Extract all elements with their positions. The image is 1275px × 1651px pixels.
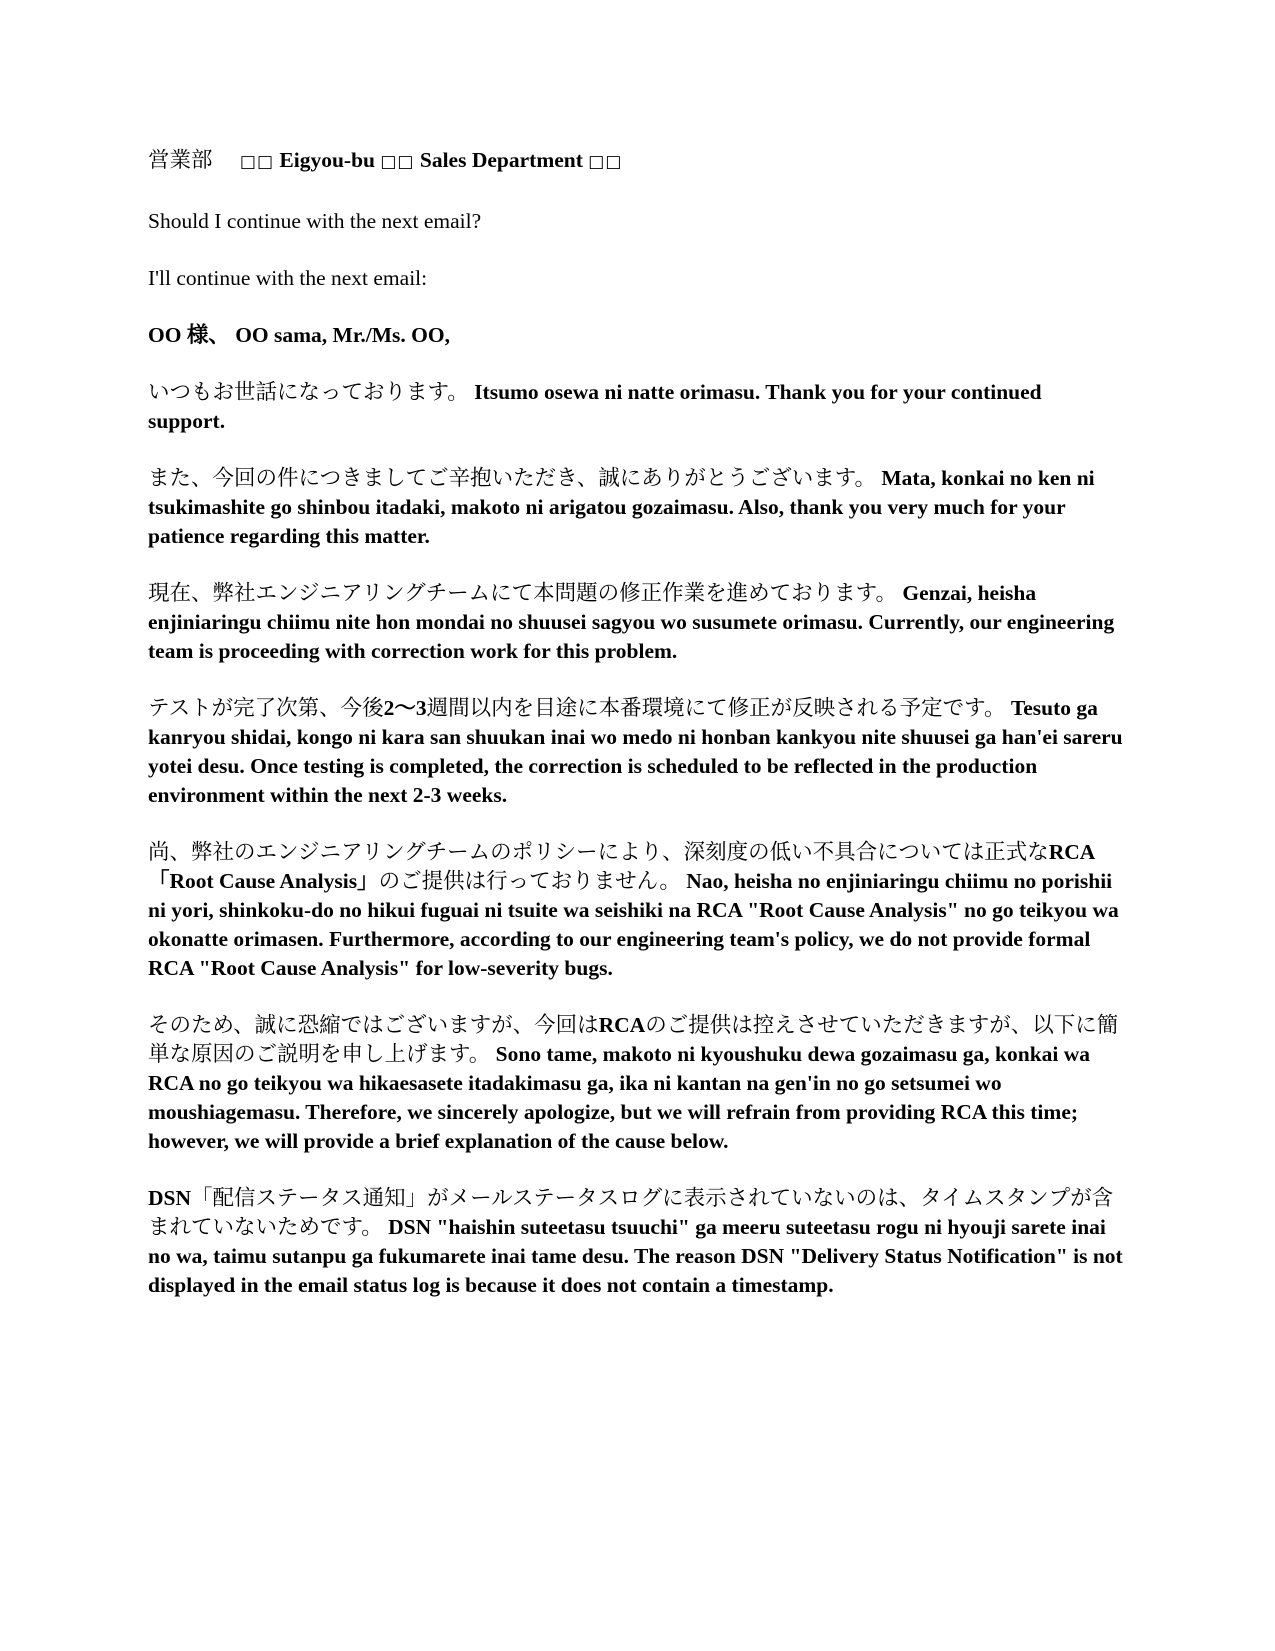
paragraph-6	[148, 1011, 1123, 1156]
heading-jp: 営業部	[148, 148, 213, 173]
greeting	[148, 321, 1123, 350]
department-heading	[148, 146, 1123, 177]
paragraph-jp: のご提供は行っておりません。	[378, 869, 681, 894]
document-page	[148, 146, 1123, 1328]
heading-romaji: Eigyou-bu	[279, 148, 375, 172]
paragraph-text: Mata, konkai no ken ni tsukimashite go shinbou itadaki, makoto ni arigatou gozaimasu. Also, thank you very much for your patience regarding this matter.	[148, 466, 1095, 548]
paragraph-4	[148, 694, 1123, 810]
paragraph-jp: 「配信ステータス通知」がメールステータスログに表示されていないのは、タイムスタンプが含まれていないためです。	[148, 1186, 1114, 1240]
placeholder-boxes: □□	[380, 152, 415, 172]
paragraph-text: Tesuto ga kanryou shidai, kongo ni kara san shuukan inai wo medo ni honban kankyou nite shuusei ga han'ei sareru yotei desu. Once testing is completed, the correction is scheduled to be reflected in the production environment within the next 2-3 weeks.	[148, 696, 1123, 807]
paragraph-jp: また、今回の件につきましてご辛抱いただき、誠にありがとうございます。	[148, 466, 876, 491]
paragraph-jp: 週間以内を目途に本番環境にて修正が反映される予定です。	[426, 696, 1006, 721]
paragraph-text: Nao, heisha no enjiniaringu chiimu no porishii ni yori, shinkoku-do no hikui fuguai ni tsuite wa seishiki na RCA "Root Cause Analysis" no go teikyou wa okonatte orimasen. Furthermore, according to our engineering team's policy, we do not provide formal RCA "Root Cause Analysis" for low-severity bugs.	[148, 869, 1119, 980]
intro-statement: I'll continue with the next email:	[148, 266, 428, 290]
paragraph-5	[148, 838, 1123, 983]
paragraph-2	[148, 464, 1123, 551]
intro-question: Should I continue with the next email?	[148, 209, 482, 233]
paragraph-jp: いつもお世話になっております。	[148, 380, 469, 405]
paragraph-7	[148, 1184, 1123, 1300]
paragraph-jp: 現在、弊社エンジニアリングチームにて本問題の修正作業を進めております。	[148, 581, 897, 606]
paragraph-jp: 尚、弊社のエンジニアリングチームのポリシーにより、深刻度の低い不具合については正式な	[148, 840, 1049, 865]
paragraph-text: Itsumo osewa ni natte orimasu. Thank you for your continued support.	[148, 380, 1042, 433]
paragraph-3	[148, 579, 1123, 666]
placeholder-boxes: □□	[588, 152, 623, 172]
heading-english: Sales Department	[419, 148, 583, 172]
paragraph-jp-rca: RCA	[598, 1013, 646, 1037]
paragraph-jp-number: 2～3	[383, 696, 427, 720]
greeting-rest: OO sama, Mr./Ms. OO,	[235, 323, 450, 347]
paragraph-jp: そのため、誠に恐縮ではございますが、今回は	[148, 1013, 599, 1038]
greeting-prefix: OO 様、	[148, 323, 230, 347]
paragraph-jp: テストが完了次第、今後	[148, 696, 384, 721]
paragraph-jp-rca: RCA「Root Cause Analysis」	[148, 840, 1096, 893]
paragraph-text: Sono tame, makoto ni kyoushuku dewa gozaimasu ga, konkai wa RCA no go teikyou wa hikaesasete itadakimasu ga, ika ni kantan na gen'in no go setsumei wo moushiagemasu. Therefore, we sincerely apologize, but we will refrain from providing RCA this time; however, we will provide a brief explanation of the cause below.	[148, 1042, 1091, 1153]
paragraph-text: DSN "haishin suteetasu tsuuchi" ga meeru suteetasu rogu ni hyouji sarete inai no wa, taimu sutanpu ga fukumarete inai tame desu. The reason DSN "Delivery Status Notification" is not displayed in the email status log is because it does not contain a timestamp.	[148, 1215, 1123, 1297]
paragraph-1	[148, 378, 1123, 436]
paragraph-jp-dsn: DSN	[148, 1186, 192, 1210]
paragraph-jp: のご提供は控えさせていただきますが、以下に簡単な原因のご説明を申し上げます。	[148, 1013, 1119, 1067]
paragraph-text: Genzai, heisha enjiniaringu chiimu nite hon mondai no shuusei sagyou wo susumete orimasu. Currently, our engineering team is proceeding with correction work for this problem.	[148, 581, 1115, 663]
placeholder-boxes: □□	[239, 152, 275, 172]
